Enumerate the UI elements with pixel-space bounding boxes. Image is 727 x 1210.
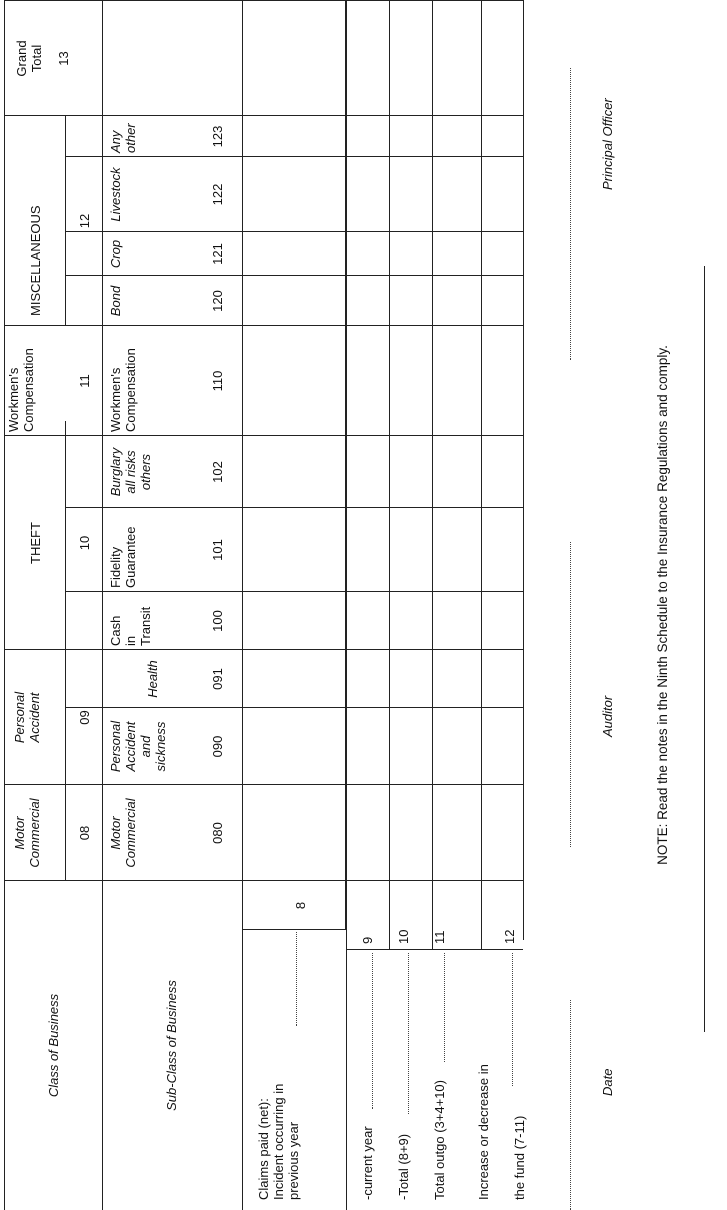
rule xyxy=(65,275,523,276)
personal-accident-subclass: Personal Accident and sickness xyxy=(108,720,168,773)
principal-officer-signature-line xyxy=(570,68,571,360)
any-other-subclass: Any other xyxy=(108,123,138,153)
row-leader-dots xyxy=(296,932,297,1026)
burglary-subclass: Burglary all risks others xyxy=(108,447,153,497)
row-label-total-8-9: -Total (8+9) xyxy=(396,1133,411,1200)
personal-accident-number: 09 xyxy=(77,710,92,725)
row-leader-dots xyxy=(512,953,513,1086)
motor-class-name: Motor Commercial xyxy=(12,798,42,868)
motor-code: 080 xyxy=(210,822,225,844)
rule xyxy=(242,0,243,1210)
row-number: 12 xyxy=(502,929,517,944)
sub-class-header: Sub-Class of Business xyxy=(164,980,179,1111)
miscellaneous-class-number: 12 xyxy=(77,213,92,229)
health-code: 091 xyxy=(210,668,225,690)
rule xyxy=(481,0,482,950)
row-number: 8 xyxy=(293,901,308,910)
motor-class-number: 08 xyxy=(77,825,92,841)
workmens-compensation-number: 11 xyxy=(77,374,92,388)
rule xyxy=(4,0,5,1210)
cash-in-transit-code: 100 xyxy=(210,610,225,632)
row-number: 11 xyxy=(432,930,447,944)
row-leader-dots xyxy=(408,953,409,1114)
auditor-label: Auditor xyxy=(600,695,615,737)
class-of-business-header: Class of Business xyxy=(46,993,61,1098)
row-label-claims-previous: Claims paid (net): Incident occurring in previous year xyxy=(256,1083,301,1200)
crop-code: 121 xyxy=(210,243,225,265)
rule xyxy=(65,231,523,232)
rule xyxy=(4,0,523,1)
grand-total-number: 13 xyxy=(56,51,71,66)
row-number: 9 xyxy=(360,936,375,944)
row-label-increase-decrease: Increase or decrease in the fund (7-11) xyxy=(476,1064,527,1200)
theft-class-name: THEFT xyxy=(28,522,43,564)
grand-total-header: Grand Total xyxy=(14,40,44,77)
bond-code: 120 xyxy=(210,290,225,312)
miscellaneous-class-name: MISCELLANEOUS xyxy=(28,205,43,316)
date-signature-line xyxy=(570,1000,571,1210)
rule xyxy=(65,156,523,157)
bottom-rule xyxy=(704,266,705,1032)
crop-subclass: Crop xyxy=(108,239,123,269)
rule xyxy=(346,0,347,1210)
fidelity-guarantee-code: 101 xyxy=(210,539,225,561)
rule xyxy=(523,0,524,940)
health-subclass: Health xyxy=(145,660,160,698)
motor-subclass: Motor Commercial xyxy=(108,798,138,868)
row-leader-dots xyxy=(444,953,445,1062)
bond-subclass: Bond xyxy=(108,285,123,317)
row-label-current-year: -current year xyxy=(360,1126,375,1200)
rule xyxy=(432,0,433,950)
rule xyxy=(65,116,66,326)
cash-in-transit-subclass: Cash in Transit xyxy=(108,606,153,646)
row-label-total-outgo: Total outgo (3+4+10) xyxy=(432,1080,447,1200)
workmens-compensation-class-name: Workmen's Compensation xyxy=(6,348,36,432)
theft-class-number: 10 xyxy=(77,535,92,551)
row-number: 10 xyxy=(396,929,411,944)
fidelity-guarantee-subclass: Fidelity Guarantee xyxy=(108,526,138,588)
any-other-code: 123 xyxy=(210,125,225,148)
workmens-compensation-code: 110 xyxy=(210,370,225,392)
personal-accident-class-name: Personal Accident xyxy=(12,691,42,744)
personal-accident-code: 090 xyxy=(210,735,225,758)
date-label: Date xyxy=(600,1068,615,1096)
livestock-subclass: Livestock xyxy=(108,167,123,222)
livestock-code: 122 xyxy=(210,183,225,206)
row-leader-dots xyxy=(372,953,373,1109)
rule xyxy=(389,0,390,950)
auditor-signature-line xyxy=(570,542,571,847)
workmens-compensation-subclass: Workmen's Compensation xyxy=(108,348,138,432)
principal-officer-label: Principal Officer xyxy=(600,98,615,190)
rule xyxy=(345,0,346,930)
rule xyxy=(65,421,66,881)
note-text: NOTE: Read the notes in the Ninth Schedule to the Insurance Regulations and comply. xyxy=(655,345,670,865)
rule xyxy=(102,0,103,1210)
burglary-code: 102 xyxy=(210,461,225,483)
